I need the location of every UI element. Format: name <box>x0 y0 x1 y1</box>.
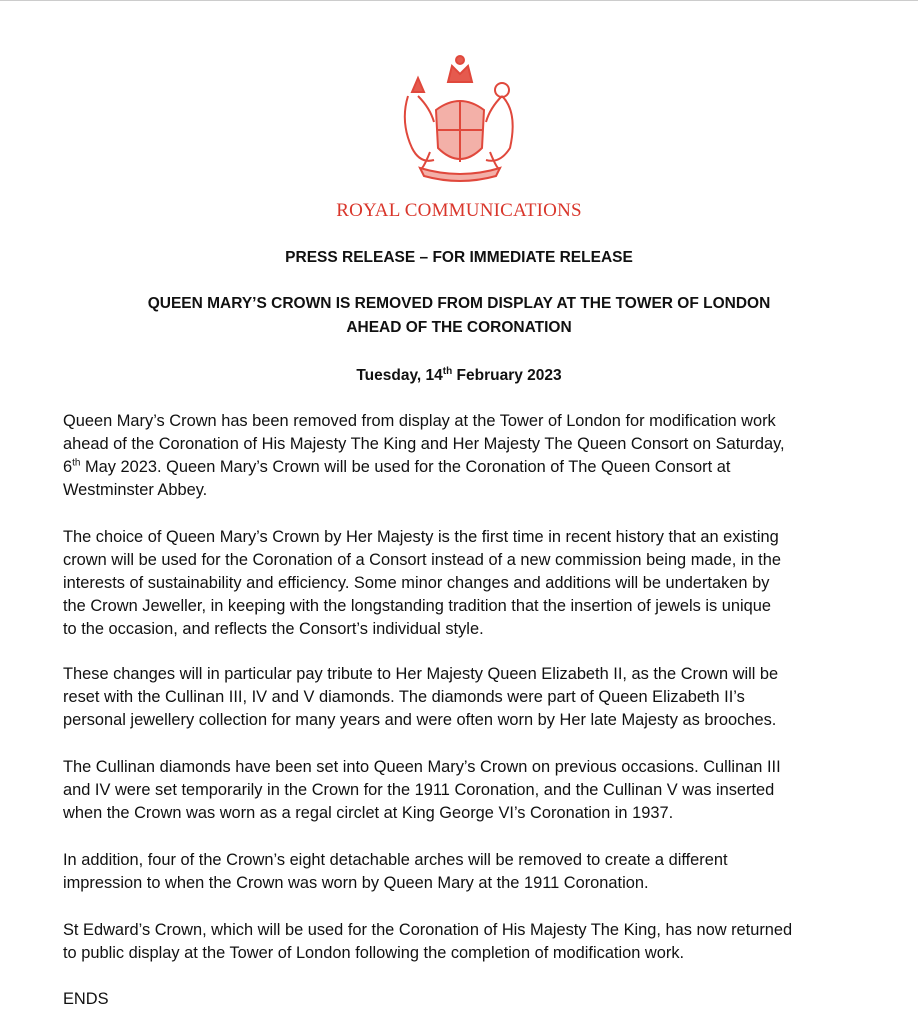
paragraph-line <box>63 433 863 456</box>
paragraph-line <box>63 595 863 618</box>
line-text: to the occasion, and reflects the Consort’s individual style. <box>63 620 484 638</box>
line-text: impression to when the Crown was worn by Queen Mary at the 1911 Coronation. <box>63 874 649 892</box>
paragraph-7 <box>63 988 863 1011</box>
line-text: reset with the Cullinan III, IV and V diamonds. The diamonds were part of Queen Elizabeth II’s <box>63 688 745 706</box>
paragraph-line <box>63 919 863 942</box>
paragraph-line <box>63 456 863 479</box>
line-text: Queen Mary’s Crown has been removed from display at the Tower of London for modification work <box>63 412 776 430</box>
paragraph-line <box>63 779 863 802</box>
ordinal-suffix: th <box>72 457 81 469</box>
organisation-name: ROYAL COMMUNICATIONS <box>336 200 582 221</box>
paragraph-line <box>63 942 863 965</box>
paragraph-line <box>63 802 863 825</box>
line-text: Westminster Abbey. <box>63 481 208 499</box>
line-text: the Crown Jeweller, in keeping with the longstanding tradition that the insertion of jewels is unique <box>63 597 771 615</box>
paragraph-line <box>63 618 863 641</box>
line-text: The choice of Queen Mary’s Crown by Her Majesty is the first time in recent history that an existing <box>63 528 779 546</box>
headline-line-1: QUEEN MARY’S CROWN IS REMOVED FROM DISPLAY AT THE TOWER OF LONDON <box>147 295 771 312</box>
paragraph-line <box>63 479 863 502</box>
line-text: St Edward’s Crown, which will be used for the Coronation of His Majesty The King, has now returned <box>63 921 793 939</box>
paragraph-line <box>63 709 863 732</box>
paragraph-6 <box>63 919 863 965</box>
line-text: personal jewellery collection for many years and were often worn by Her late Majesty as brooches. <box>63 711 777 729</box>
royal-crest-icon <box>390 52 530 190</box>
paragraph-2 <box>63 526 863 641</box>
paragraph-line <box>63 663 863 686</box>
paragraph-5 <box>63 849 863 895</box>
line-text: crown will be used for the Coronation of a Consort instead of a new commission being made, in the <box>63 551 781 569</box>
paragraph-line <box>63 526 863 549</box>
paragraph-line <box>63 686 863 709</box>
line-text: 6 <box>63 458 73 476</box>
paragraph-1 <box>63 410 863 502</box>
line-text: to public display at the Tower of London following the completion of modification work. <box>63 944 685 962</box>
paragraph-line <box>63 410 863 433</box>
headline-line-2: AHEAD OF THE CORONATION <box>346 319 572 336</box>
paragraph-line <box>63 572 863 595</box>
line-text: ahead of the Coronation of His Majesty The King and Her Majesty The Queen Consort on Saturday, <box>63 435 785 453</box>
page-edge <box>0 0 918 1</box>
release-date: Tuesday, 14th February 2023 <box>356 365 562 384</box>
line-text: interests of sustainability and efficiency. Some minor changes and additions will be undertaken by <box>63 574 770 592</box>
paragraph-line <box>63 872 863 895</box>
line-text: May 2023. Queen Mary’s Crown will be used for the Coronation of The Queen Consort at <box>80 458 731 476</box>
line-text: The Cullinan diamonds have been set into Queen Mary’s Crown on previous occasions. Cullinan III <box>63 758 781 776</box>
paragraph-3 <box>63 663 863 732</box>
release-type: PRESS RELEASE – FOR IMMEDIATE RELEASE <box>285 249 633 266</box>
paragraph-line <box>63 549 863 572</box>
line-text: These changes will in particular pay tribute to Her Majesty Queen Elizabeth II, as the Crown will be <box>63 665 779 683</box>
paragraph-line <box>63 988 863 1011</box>
paragraph-line <box>63 849 863 872</box>
paragraph-4 <box>63 756 863 825</box>
line-text: when the Crown was worn as a regal circlet at King George VI’s Coronation in 1937. <box>63 804 674 822</box>
line-text: In addition, four of the Crown’s eight detachable arches will be removed to create a different <box>63 851 728 869</box>
line-text: ENDS <box>63 990 109 1008</box>
paragraph-line <box>63 756 863 779</box>
line-text: and IV were set temporarily in the Crown for the 1911 Coronation, and the Cullinan V was inserted <box>63 781 775 799</box>
